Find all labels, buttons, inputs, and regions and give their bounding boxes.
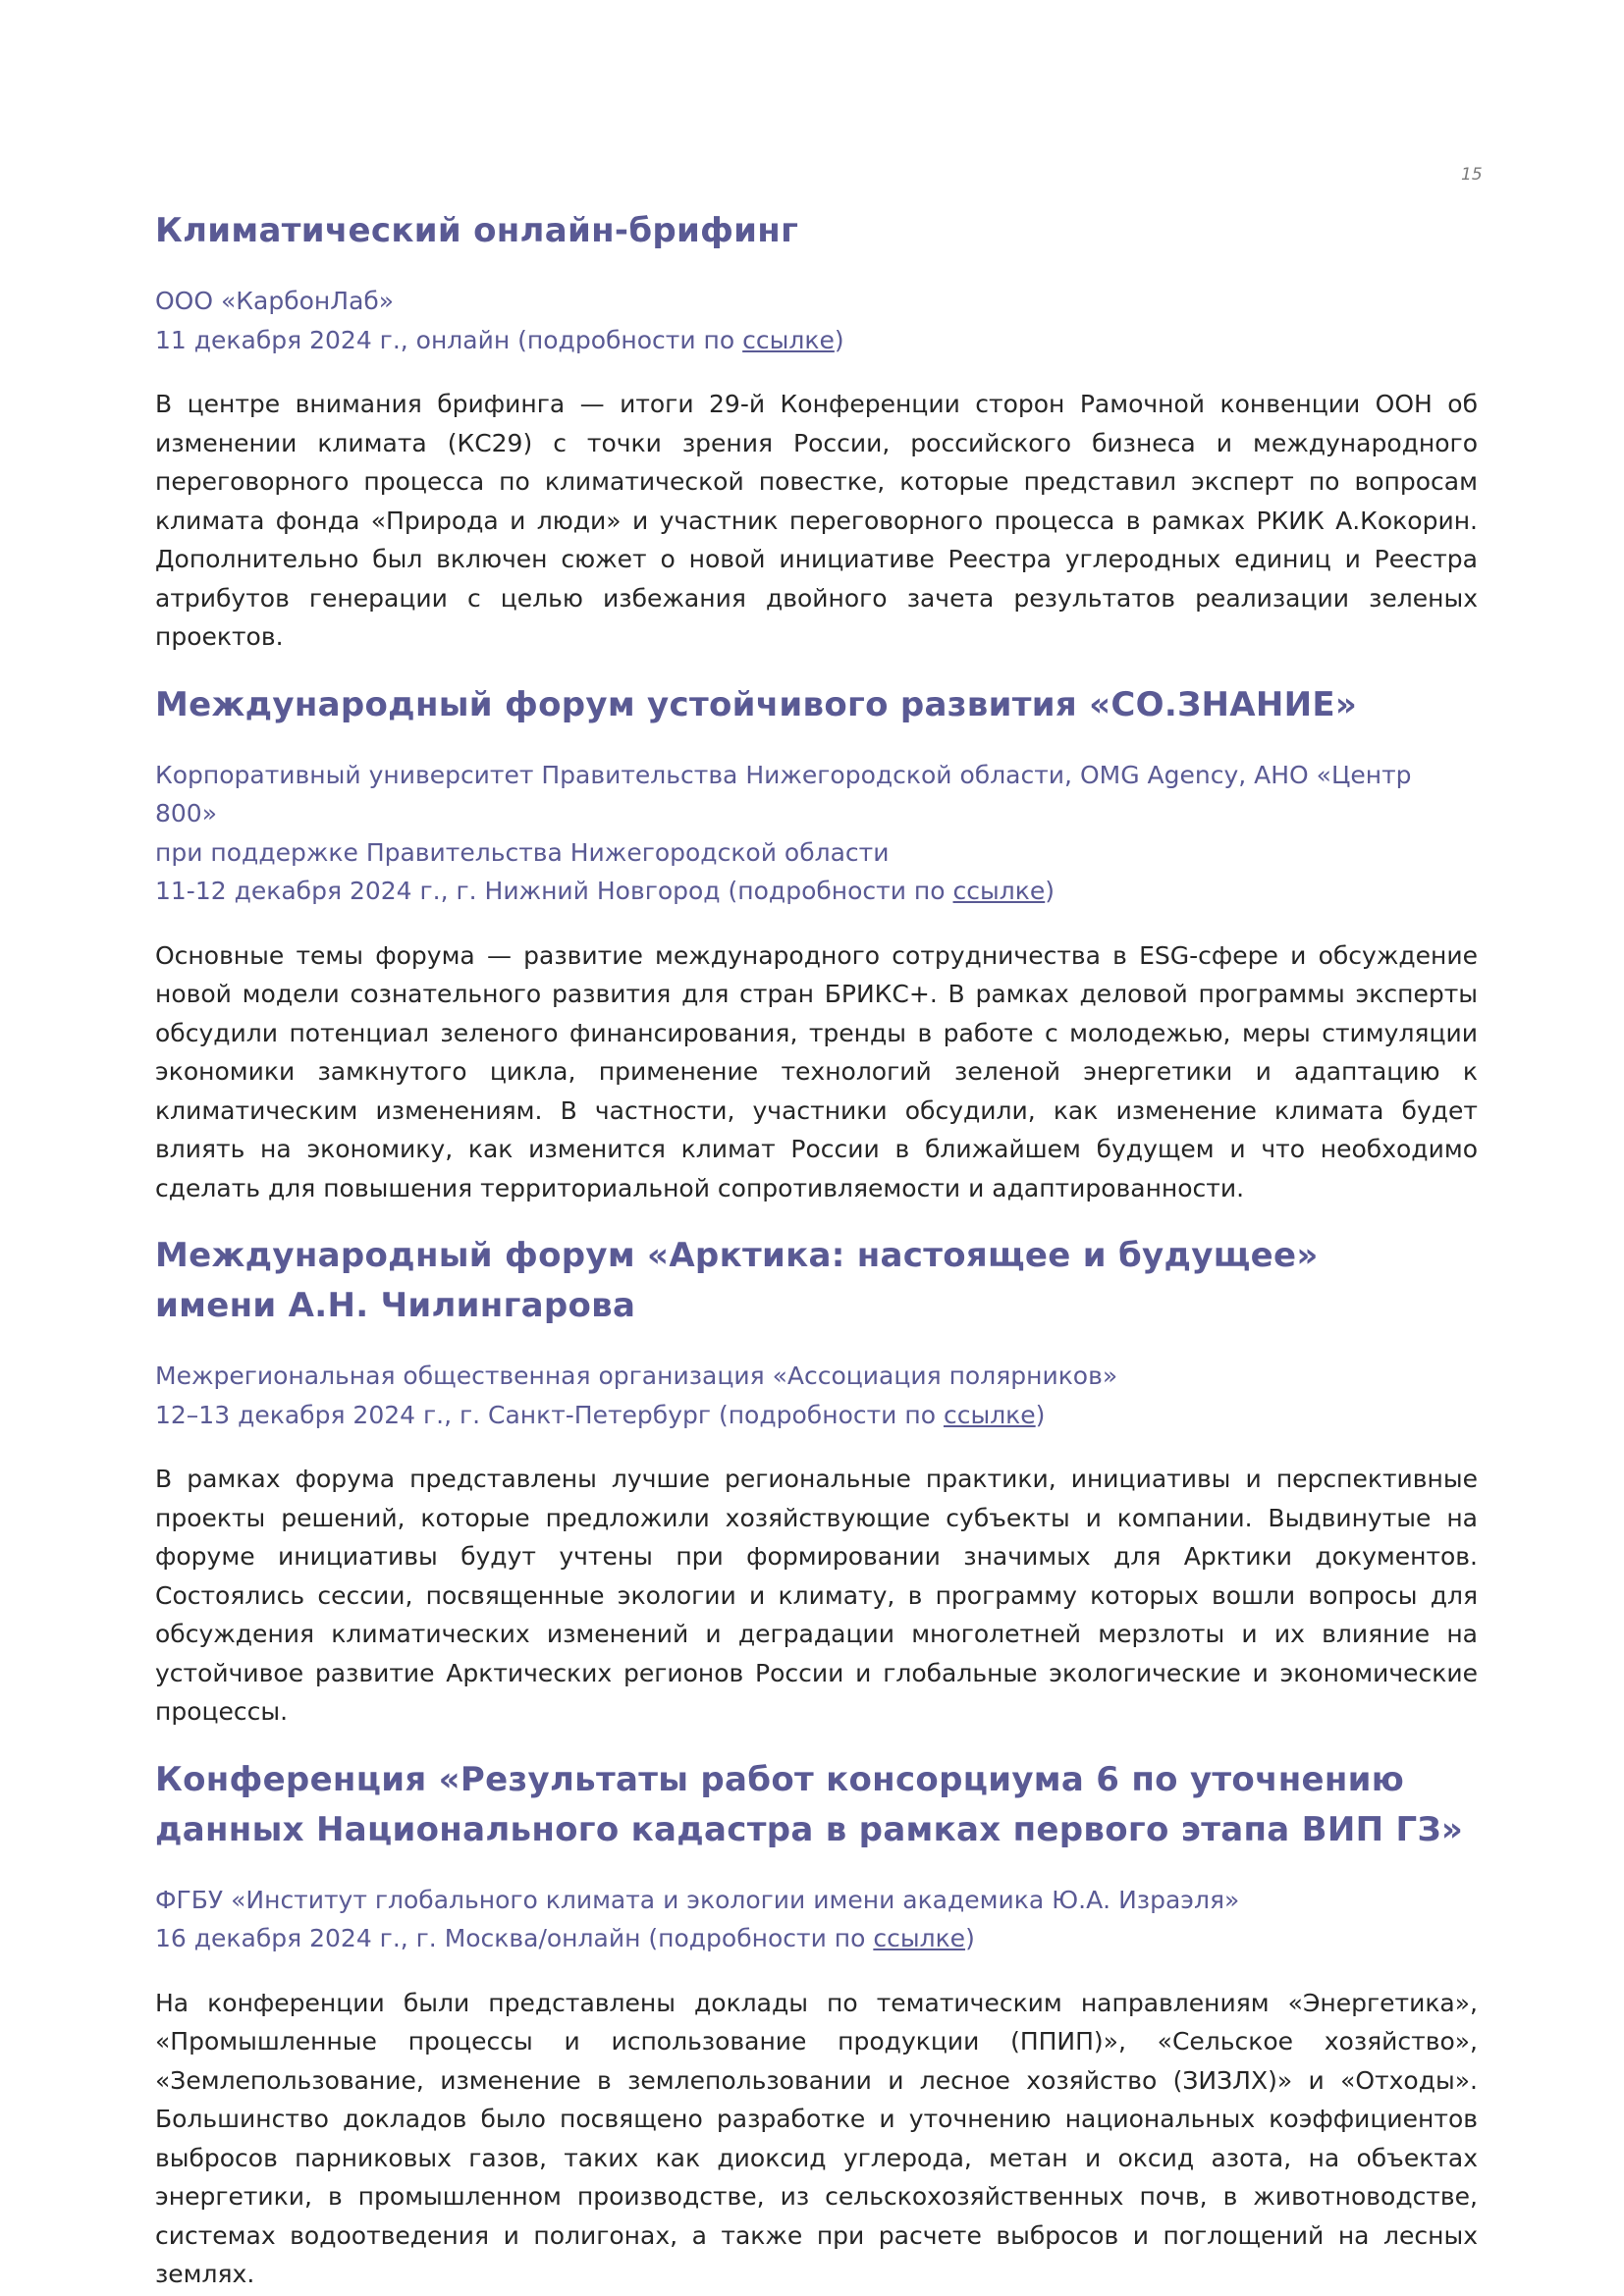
- event-date: 11-12 декабря 2024 г., г. Нижний Новгород (подробности по: [155, 877, 953, 905]
- event-date-line: [155, 872, 1478, 911]
- document-body: [155, 206, 1478, 2294]
- event-date-line: [155, 321, 1478, 360]
- section-title: [155, 1231, 1478, 1331]
- date-suffix: ): [965, 1924, 975, 1952]
- organizer: ООО «КарбонЛаб»: [155, 287, 395, 315]
- organizer: Межрегиональная общественная организация «Ассоциация полярников»: [155, 1362, 1118, 1390]
- section-title: [155, 680, 1478, 730]
- event-section-consortium-conference: [155, 1755, 1478, 2294]
- event-date: 11 декабря 2024 г., онлайн (подробности по: [155, 325, 743, 354]
- section-title-line: Международный форум «Арктика: настоящее и будущее»: [155, 1236, 1319, 1275]
- section-title: [155, 206, 1478, 256]
- event-meta: [155, 282, 1478, 359]
- event-description: На конференции были представлены доклады по тематическим направлениям «Энергетика», «Промышленные процессы и использование продукции (ППИП)», «Сельское хозяйство», «Землепользование, изменение в землепользовании и лесное хозяйство (ЗИЗЛХ)» и «Отходы». Большинство докладов было посвящено разработке и уточнению национальных коэффициентов выбросов парниковых газов, таких как диоксид углерода, метан и оксид азота, на объектах энергетики, в промышленном производстве, из сельскохозяйственных почв, в животноводстве, системах водоотведения и полигонах, а также при расчете выбросов и поглощений на лесных землях.: [155, 1988, 1478, 2288]
- event-meta: [155, 1357, 1478, 1434]
- event-date: 16 декабря 2024 г., г. Москва/онлайн (подробности по: [155, 1924, 874, 1952]
- details-link[interactable]: ссылке: [952, 877, 1046, 905]
- event-description: В центре внимания брифинга — итоги 29-й Конференции сторон Рамочной конвенции ООН об изменении климата (КС29) с точки зрения России, российского бизнеса и международного переговорного процесса по климатической повестке, которые представил эксперт по вопросам климата фонда «Природа и люди» и участник переговорного процесса в рамках РКИК А.Кокорин. Дополнительно был включен сюжет о новой инициативе Реестра углеродных единиц и Реестра атрибутов генерации с целью избежания двойного зачета результатов реализации зеленых проектов.: [155, 390, 1478, 651]
- details-link[interactable]: ссылке: [873, 1924, 966, 1952]
- event-description: В рамках форума представлены лучшие региональные практики, инициативы и перспективные проекты решений, которые предложили хозяйствующие субъекты и компании. Выдвинутые на форуме инициативы будут учтены при формировании значимых для Арктики документов. Состоялись сессии, посвященные экологии и климату, в программу которых вошли вопросы для обсуждения климатических изменений и деградации многолетней мерзлоты и их влияние на устойчивое развитие Арктических регионов России и глобальные экологические и экономические процессы.: [155, 1465, 1478, 1726]
- event-description: Основные темы форума — развитие международного сотрудничества в ESG-сфере и обсуждение новой модели сознательного развития для стран БРИКС+. В рамках деловой программы эксперты обсудили потенциал зеленого финансирования, тренды в работе с молодежью, меры стимуляции экономики замкнутого цикла, применение технологий зеленой энергетики и адаптацию к климатическим изменениям. В частности, участники обсудили, как изменение климата будет влиять на экономику, как изменится климат России в ближайшем будущем и что необходимо сделать для повышения территориальной сопротивляемости и адаптированности.: [155, 940, 1478, 1202]
- event-section-arctic-forum: [155, 1231, 1478, 1732]
- section-title-line: Конференция «Результаты работ консорциума 6 по уточнению: [155, 1759, 1405, 1799]
- page-number: 15: [1461, 165, 1483, 185]
- event-date-line: [155, 1919, 1478, 1958]
- section-title-line: Климатический онлайн-брифинг: [155, 211, 799, 250]
- event-section-climate-briefing: [155, 206, 1478, 657]
- section-title-line: Международный форум устойчивого развития «СО.ЗНАНИЕ»: [155, 684, 1358, 724]
- details-link[interactable]: ссылке: [943, 1400, 1036, 1429]
- section-title: [155, 1755, 1478, 1855]
- date-suffix: ): [834, 325, 844, 354]
- organizer-support: при поддержке Правительства Нижегородской области: [155, 837, 890, 867]
- organizer: ФГБУ «Институт глобального климата и экологии имени академика Ю.А. Израэля»: [155, 1885, 1240, 1914]
- section-title-line: данных Национального кадастра в рамках первого этапа ВИП ГЗ»: [155, 1809, 1464, 1849]
- event-date: 12–13 декабря 2024 г., г. Санкт-Петербург (подробности по: [155, 1400, 944, 1429]
- event-section-soznanie-forum: [155, 680, 1478, 1208]
- section-title-line: имени А.Н. Чилингарова: [155, 1286, 636, 1325]
- event-date-line: [155, 1396, 1478, 1435]
- date-suffix: ): [1035, 1400, 1046, 1429]
- details-link[interactable]: ссылке: [742, 325, 835, 354]
- event-meta: [155, 756, 1478, 911]
- organizer: Корпоративный университет Правительства Нижегородской области, OMG Agency, АНО «Центр 800»: [155, 760, 1412, 828]
- date-suffix: ): [1045, 877, 1055, 905]
- event-meta: [155, 1881, 1478, 1958]
